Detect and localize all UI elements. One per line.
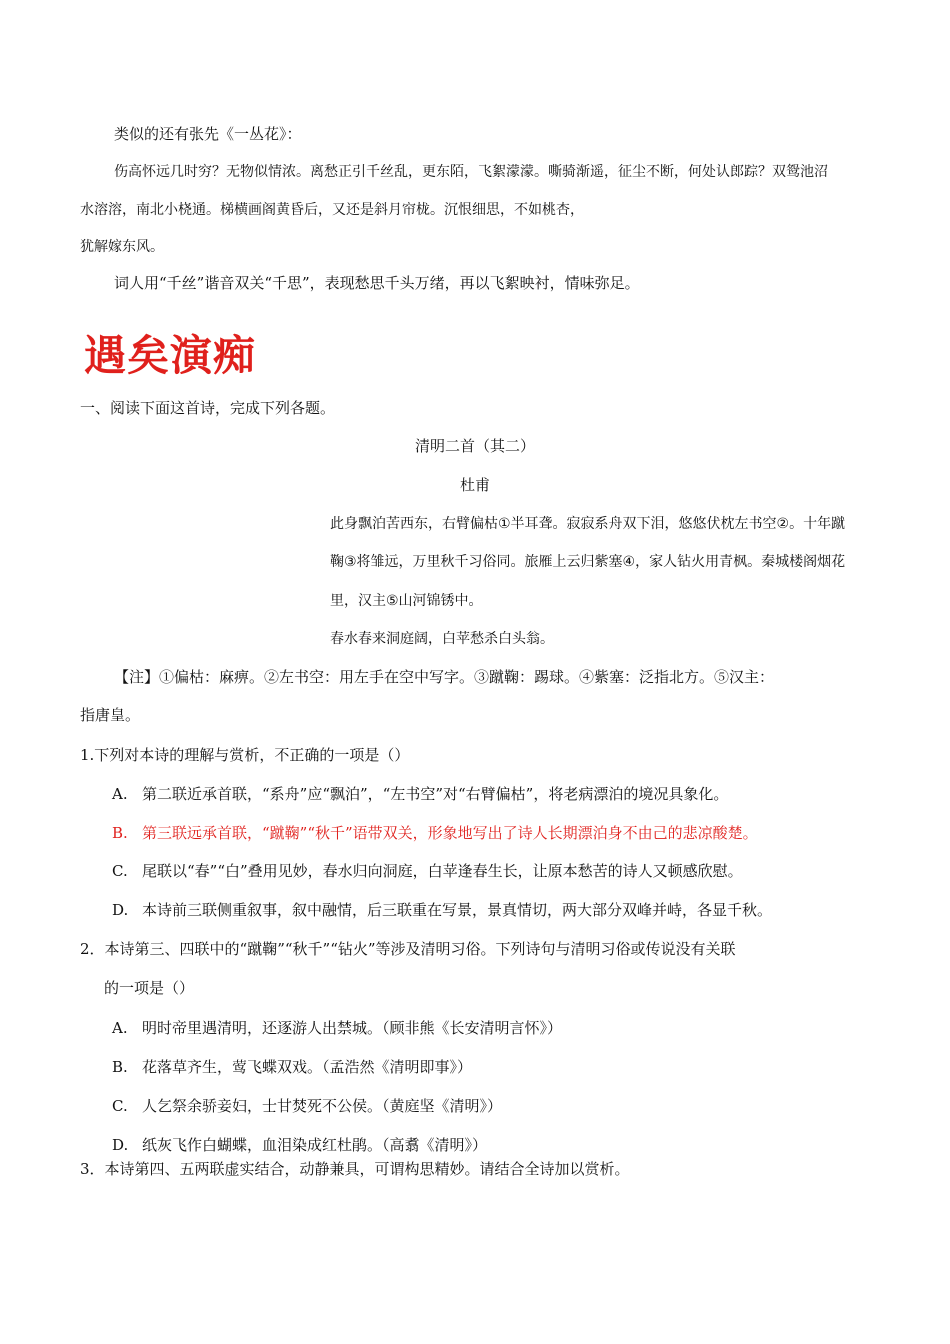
- q2-option-c-text: 人乞祭余骄妾妇，士甘焚死不公侯。（黄庭坚《清明》）: [142, 1097, 503, 1115]
- section-title: 遇矣演痴: [84, 331, 257, 380]
- q2-option-c-label: C.: [112, 1097, 128, 1115]
- question-2-stem-line-2: 的一项是（）: [104, 979, 195, 997]
- intro-similar-line: 类似的还有张先《一丛花》：: [114, 125, 302, 143]
- q2-option-d-text: 纸灰飞作白蝴蝶，血泪染成红杜鹃。（高翥《清明》）: [142, 1136, 488, 1154]
- intro-commentary: 词人用“千丝”谐音双关“千思”，表现愁思千头万绪，再以飞絮映衬，情味弥足。: [114, 274, 640, 292]
- poem-line-2: 鞠③将雏远，万里秋千习俗同。旅雁上云归紫塞④，家人钻火用青枫。秦城楼阁烟花: [330, 554, 846, 570]
- poem-title: 清明二首（其二）: [414, 437, 535, 455]
- intro-poem-line-2: 水溶溶，南北小桡通。梯横画阁黄昏后，又还是斜月帘栊。沉恨细思，不如桃杏，: [80, 202, 584, 218]
- q1-option-c-text: 尾联以“春”“白”叠用见妙，春水归向洞庭，白苹逢春生长，让原本愁苦的诗人又顿感欣慰。: [142, 862, 743, 880]
- q2-option-b-label: B.: [112, 1058, 128, 1076]
- intro-poem-line-1: 伤高怀远几时穷？无物似情浓。离愁正引千丝乱，更东陌，飞絮濛濛。嘶骑渐遥，征尘不断，何处认郎踪？双鸳池沼: [114, 164, 828, 180]
- q1-option-b-text: 第三联远承首联，“蹴鞠”“秋千”语带双关，形象地写出了诗人长期漂泊身不由己的悲凉酸楚。: [142, 824, 758, 842]
- question-3-stem: 3．本诗第四、五两联虚实结合，动静兼具，可谓构思精妙。请结合全诗加以赏析。: [80, 1160, 630, 1178]
- q1-option-d-label: D.: [112, 901, 129, 919]
- q1-option-d-text: 本诗前三联侧重叙事，叙中融情，后三联重在写景，景真情切，两大部分双峰并峙，各显千秋。: [142, 901, 773, 919]
- notes-line-1: 【注】①偏枯：麻痹。②左书空：用左手在空中写字。③蹴鞠：踢球。④紫塞：泛指北方。⑤汉主：: [114, 668, 775, 686]
- question-2-stem-line-1: 2．本诗第三、四联中的“蹴鞠”“秋千”“钻火”等涉及清明习俗。下列诗句与清明习俗或传说没有关联: [80, 940, 736, 958]
- poem-author: 杜甫: [459, 476, 490, 494]
- poem-line-4: 春水春来洞庭阔，白苹愁杀白头翁。: [330, 631, 554, 647]
- poem-line-3: 里，汉主⑤山河锦锈中。: [330, 593, 483, 609]
- exercise-instruction: 一、阅读下面这首诗，完成下列各题。: [80, 399, 336, 417]
- q1-option-a-text: 第二联近承首联，“系舟”应“飘泊”，“左书空”对“右臂偏枯”，将老病漂泊的境况具象化。: [142, 785, 729, 803]
- intro-poem-line-3: 犹解嫁东风。: [80, 239, 164, 255]
- notes-line-2: 指唐皇。: [80, 706, 141, 724]
- poem-line-1: 此身飘泊苦西东，右臂偏枯①半耳聋。寂寂系舟双下泪，悠悠伏枕左书空②。十年蹴: [330, 516, 846, 532]
- q2-option-b-text: 花落草齐生，莺飞蝶双戏。（孟浩然《清明即事》）: [142, 1058, 473, 1076]
- question-1-stem: 1.下列对本诗的理解与赏析，不正确的一项是（）: [80, 746, 410, 764]
- q2-option-a-label: A.: [112, 1019, 128, 1037]
- q1-option-c-label: C.: [112, 862, 128, 880]
- q1-option-a-label: A.: [112, 785, 128, 803]
- q2-option-a-text: 明时帝里遇清明，还逐游人出禁城。（顾非熊《长安清明言怀》）: [142, 1019, 563, 1037]
- q1-option-b-label: B.: [112, 824, 128, 842]
- q2-option-d-label: D.: [112, 1136, 129, 1154]
